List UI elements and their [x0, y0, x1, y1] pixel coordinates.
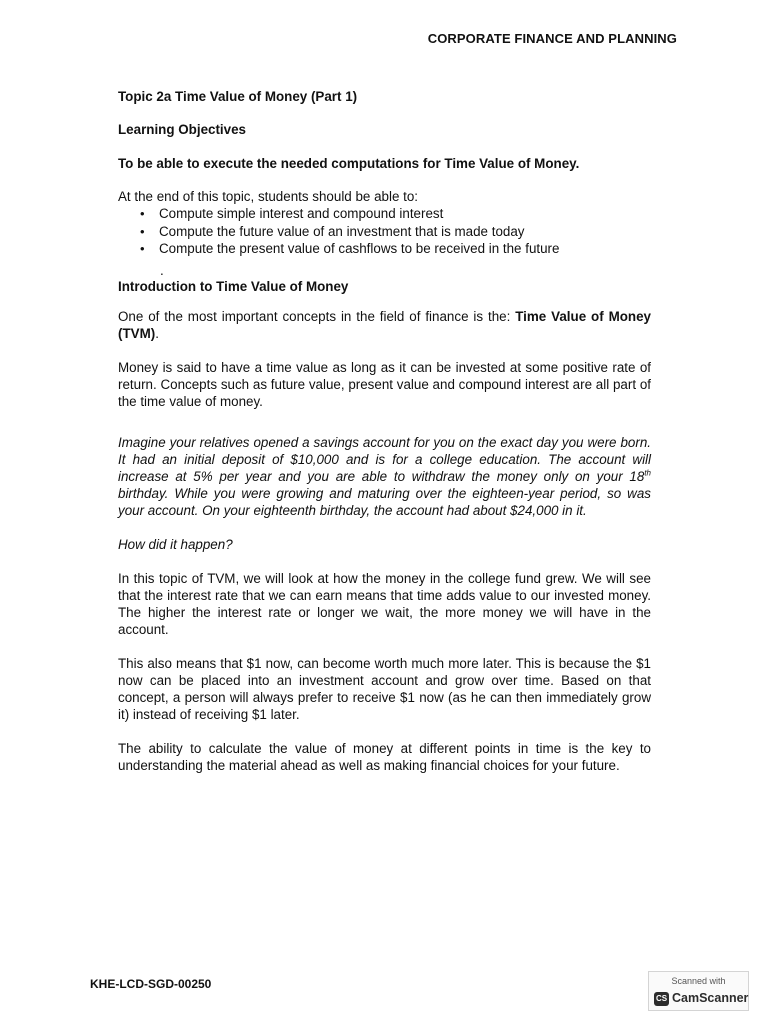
document-code: KHE-LCD-SGD-00250 — [90, 977, 212, 991]
paragraph-tvm-definition — [118, 308, 651, 342]
introduction-heading: Introduction to Time Value of Money — [118, 278, 349, 294]
paragraph-end: . — [155, 325, 159, 341]
paragraph-college-fund: In this topic of TVM, we will look at how the money in the college fund grew. We will see that the interest rate that we can earn means that time adds value to our invested money. The higher the interest rate or longer we wait, the more money we will have in the account. — [118, 570, 651, 637]
objectives-intro: At the end of this topic, students should be able to: — [118, 189, 419, 204]
list-item: • Compute the future value of an investment that is made today — [159, 223, 651, 241]
list-item: • Compute the present value of cashflows to be received in the future — [159, 240, 651, 258]
paragraph-example — [118, 434, 651, 519]
camscanner-watermark — [648, 971, 749, 1011]
camscanner-logo-icon: CS — [654, 992, 669, 1006]
watermark-caption: Scanned with — [671, 976, 726, 986]
document-body — [118, 88, 651, 791]
learning-objectives-heading: Learning Objectives — [118, 122, 246, 137]
topic-title: Topic 2a Time Value of Money (Part 1) — [118, 89, 358, 104]
paragraph-conclusion: The ability to calculate the value of money at different points in time is the key to understanding the material ahead as well as making financial choices for your future. — [118, 740, 651, 773]
document-header: CORPORATE FINANCE AND PLANNING — [427, 31, 677, 46]
watermark-brand: CamScanner — [672, 991, 749, 1005]
objective-statement: To be able to execute the needed computations for Time Value of Money. — [118, 156, 580, 171]
list-item: • Compute simple interest and compound interest — [159, 205, 651, 223]
paragraph-text: One of the most important concepts in the field of finance is the: — [118, 308, 516, 324]
paragraph-question: How did it happen? — [118, 536, 233, 552]
objectives-list — [118, 205, 651, 258]
paragraph-one-dollar: This also means that $1 now, can become worth much more later. This is because the $1 now can be placed into an investment account and grow over time. Based on that concept, a person will always prefer to receive $1 now (as he can then immediately grow it) instead of receiving $1 later. — [118, 655, 651, 722]
example-text-b: birthday. While you were growing and maturing over the eighteen-year period, so was your account. On your eighteenth birthday, the account had about $24,000 in it. — [118, 485, 651, 518]
paragraph-time-value: Money is said to have a time value as long as it can be invested at some positive rate of return. Concepts such as future value, present value and compound interest are all part of the time value of money. — [118, 359, 651, 409]
stray-mark: . — [160, 262, 164, 278]
example-text-a: Imagine your relatives opened a savings account for you on the exact day you were born. It had an initial deposit of $10,000 and is for a college education. The account will increase at 5% per year and you are able to withdraw the money only on your 18 — [118, 434, 651, 484]
ordinal-suffix: th — [644, 468, 651, 478]
tvm-term: Time Value of Money (TVM) — [118, 308, 651, 341]
